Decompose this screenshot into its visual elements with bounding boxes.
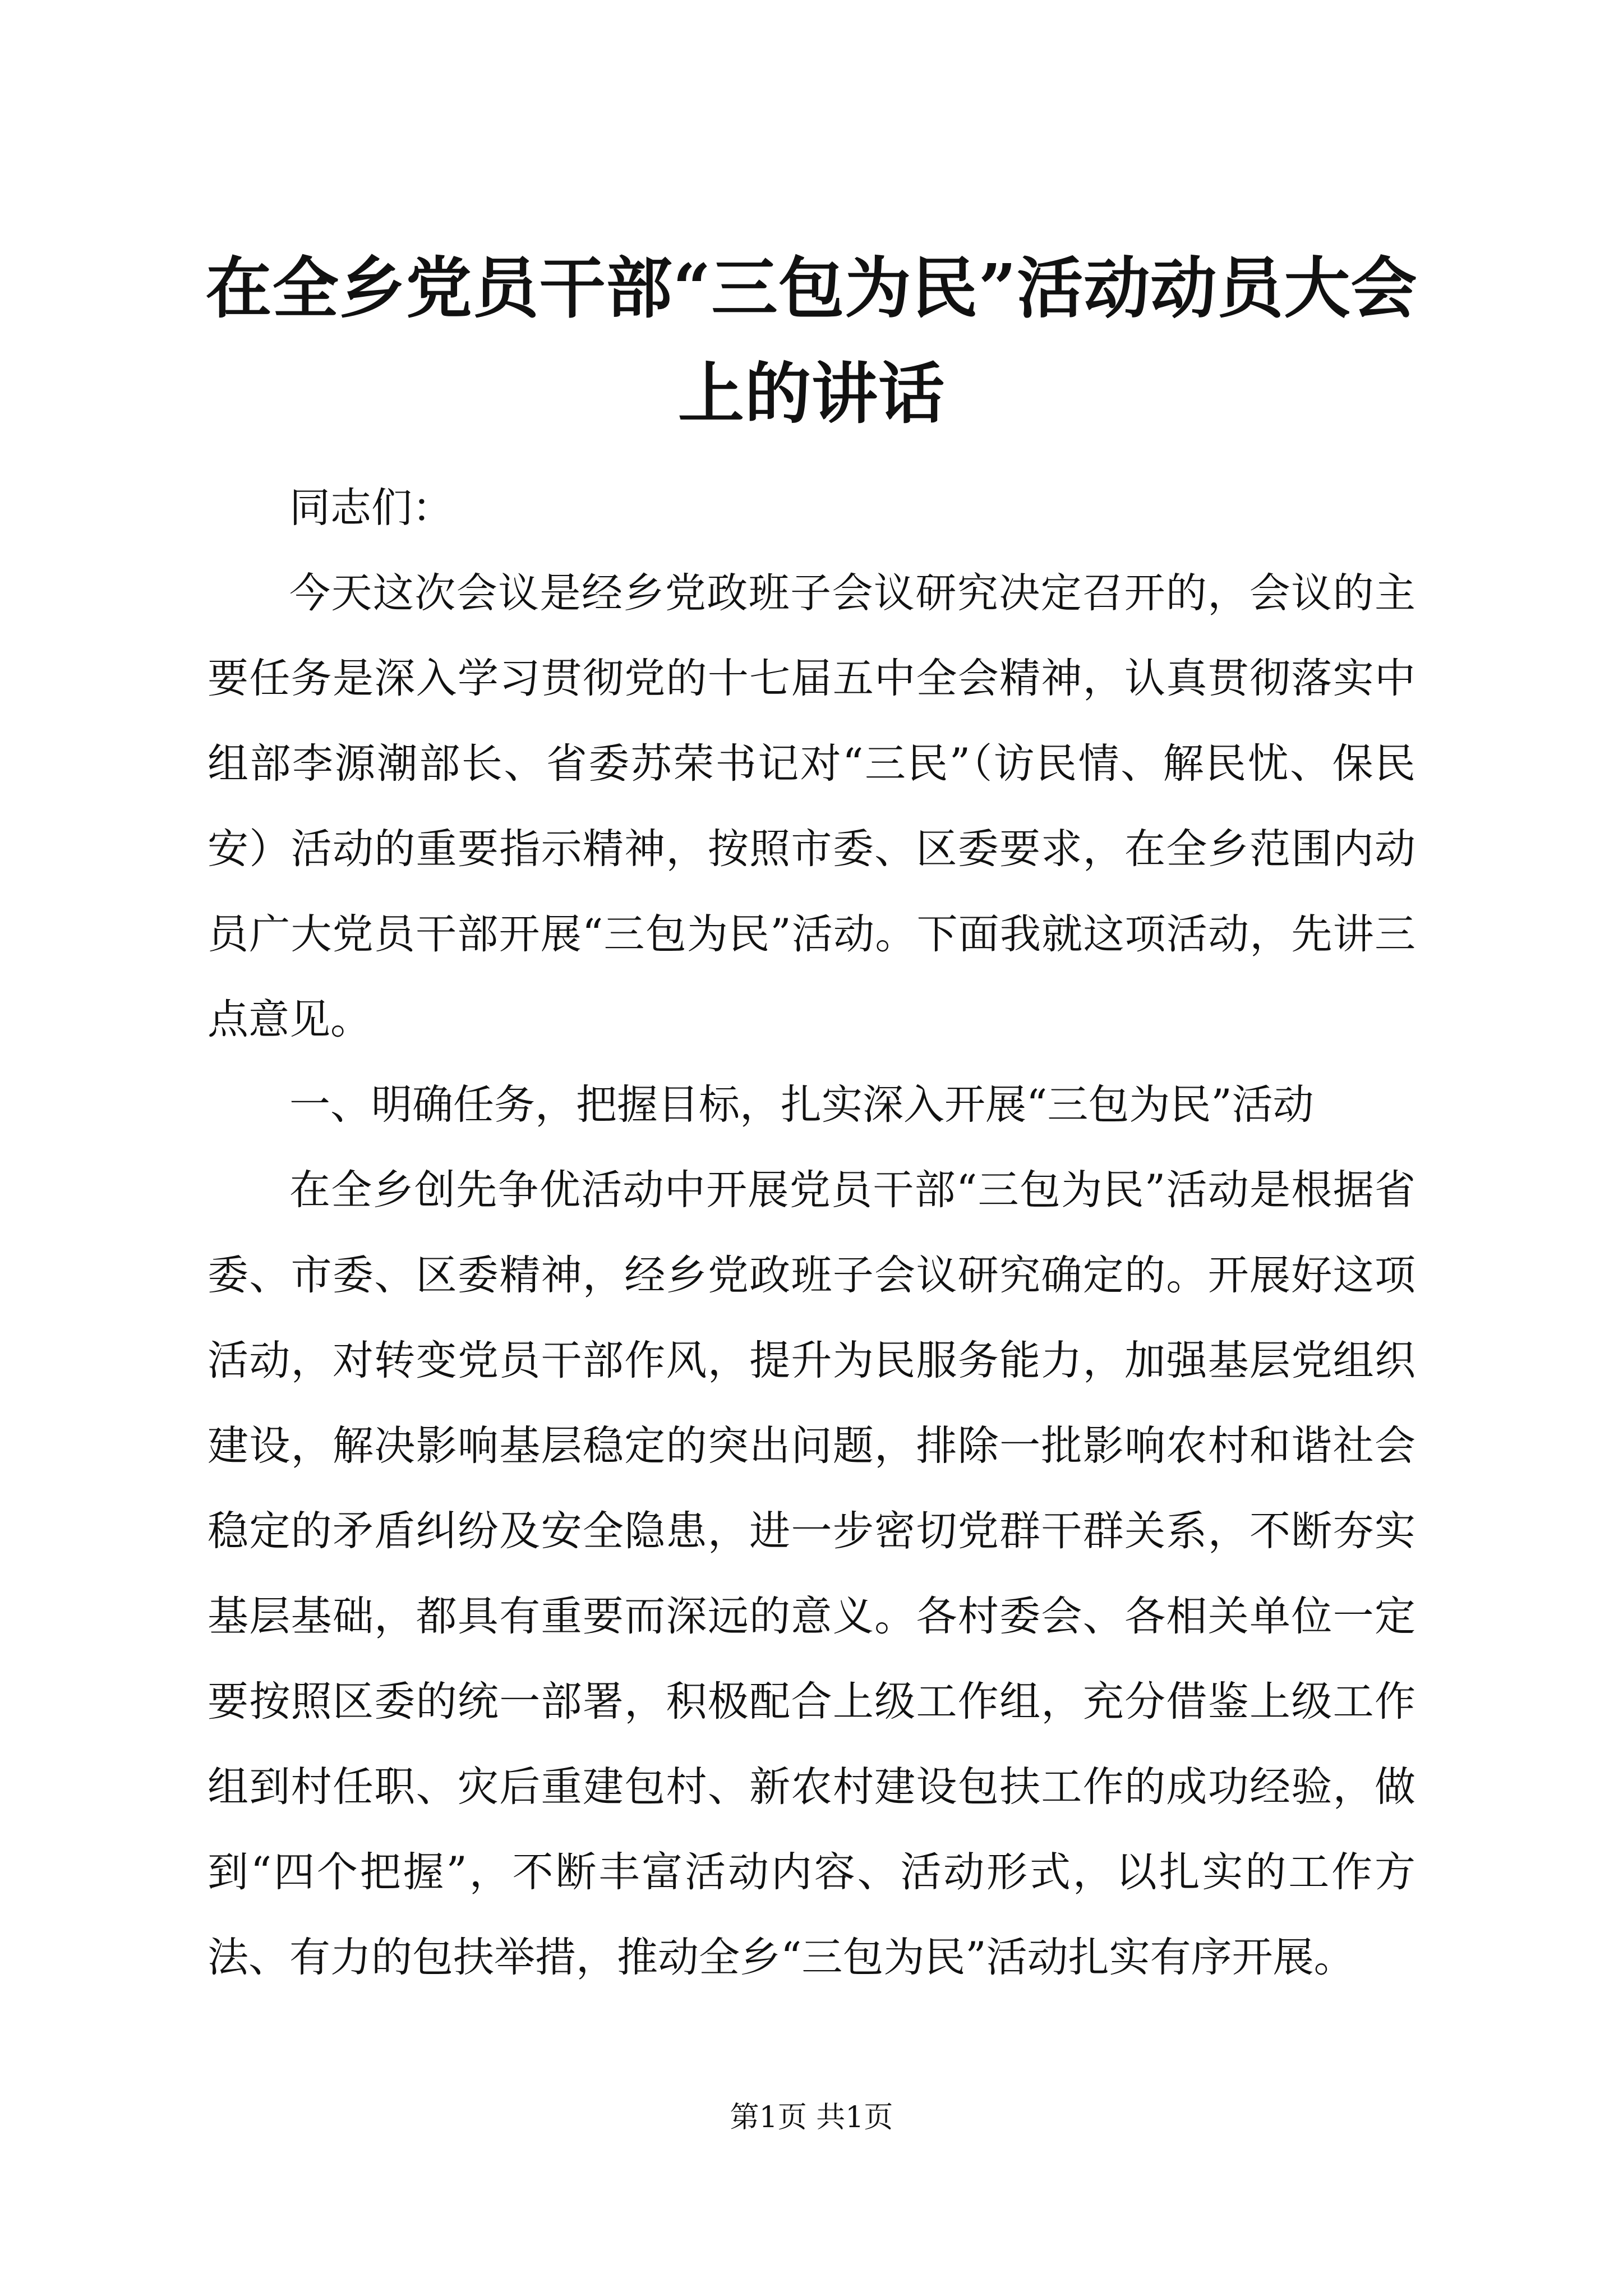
- body-paragraph: 在全乡创先争优活动中开展党员干部“三包为民”活动是根据省委、市委、区委精神，经乡党政班子会议研究确定的。开展好这项活动，对转变党员干部作风，提升为民服务能力，加强基层党组织建设，解决影响基层稳定的突出问题，排除一批影响农村和谐社会稳定的矛盾纠纷及安全隐患，进一步密切党群干群关系，不断夯实基层基础，都具有重要而深远的意义。各村委会、各相关单位一定要按照区委的统一部署，积极配合上级工作组，充分借鉴上级工作组到村任职、灾后重建包村、新农村建设包扶工作的成功经验，做到“四个把握”，不断丰富活动内容、活动形式，以扎实的工作方法、有力的包扶举措，推动全乡“三包为民”活动扎实有序开展。: [208, 1166, 1415, 1981]
- document-title: 在全乡党员干部“三包为民”活动动员大会上的讲话: [205, 249, 1418, 432]
- salutation-paragraph: 同志们：: [289, 484, 453, 532]
- document-body: [208, 466, 1415, 2000]
- page-footer: [0, 2098, 1623, 2137]
- total-pages: 1: [845, 2101, 864, 2134]
- page-suffix: 页: [777, 2101, 807, 2134]
- section-heading-paragraph: 一、明确任务，把握目标，扎实深入开展“三包为民”活动: [289, 1081, 1314, 1129]
- total-suffix: 页: [864, 2101, 893, 2134]
- page-prefix: 第: [730, 2101, 759, 2134]
- page-number: 1: [759, 2101, 778, 2134]
- intro-paragraph: 今天这次会议是经乡党政班子会议研究决定召开的，会议的主要任务是深入学习贯彻党的十七届五中全会精神，认真贯彻落实中组部李源潮部长、省委苏荣书记对“三民”（访民情、解民忧、保民安）活动的重要指示精神，按照市委、区委要求，在全乡范围内动员广大党员干部开展“三包为民”活动。下面我就这项活动，先讲三点意见。: [208, 569, 1415, 1043]
- total-prefix: 共: [816, 2101, 846, 2134]
